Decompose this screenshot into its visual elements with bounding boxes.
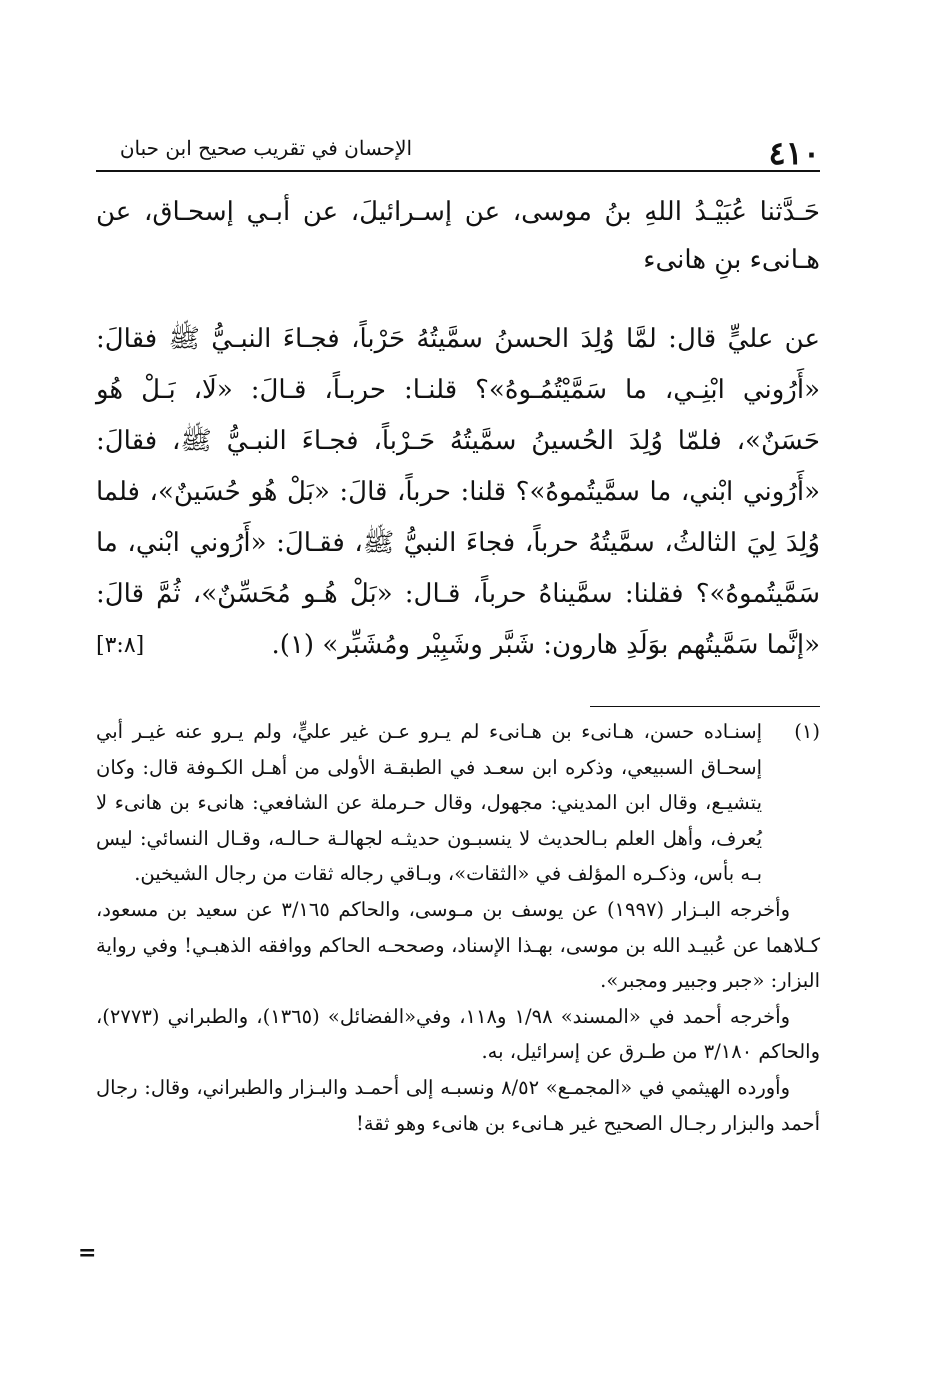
footnote-paragraph	[96, 714, 820, 892]
footnote-text: إسنـاده حسن، هـانىء بن هـانىء لم يـرو عـن غير عليٍّ، ولم يـرو عنه غيـر أبي إسحـاق السبيعي، وذكره ابن سعـد في الطبقـة الأولى من أهـل الكـوفة قال: وكان يتشيـع، وقال ابن المديني: مجهول، وقال حـرملة عن الشافعي: هانىء بن هانىء لا يُعرف، وأهل العلم بـالحديث لا ينسبـون حديثـه لجهالـة حـالـه، وقـال النسائي: ليس بـه بأس، وذكـره المؤلف في «الثقات»، وبـاقي رجاله ثقات من رجال الشيخين.	[96, 720, 762, 886]
hadith-reference: [٣:٨]	[96, 633, 145, 658]
main-text	[96, 188, 820, 671]
hadith-body: عن عليٍّ قال: لمَّا وُلِدَ الحسنُ سمَّيتُهُ حَرْباً، فجـاءَ النبـيُّ ﷺ فقالَ: «أَرُوني ابْنِـي، ما سَمَّيْتُمُـوهُ»؟ قلنـا: حربـاً، قـالَ: «لَا، بَـلْ هُو حَسَنٌ»، فلمّا وُلِدَ الحُسينُ سمَّيتُهُ حَـرْباً، فجـاءَ النبـيُّ ﷺ، فقالَ: «أَرُوني ابْني، ما سمَّيتُموهُ»؟ قلنا: حرباً، قالَ: «بَلْ هُو حُسَينٌ»، فلما وُلِدَ لِيَ الثالثُ، سمَّيتُهُ حرباً، فجاءَ النبيُّ ﷺ، فقـالَ: «أَرُوني ابْني، ما سَمَّيتُموهُ»؟ فقلنا: سمَّيناهُ حرباً، قـال: «بَلْ هُـو مُحَسِّنٌ»، ثُمَّ قالَ: «إنَّما سَمَّيتُهم بوَلَدِ هارون: شَبَّر وشَبِيْر ومُشَبِّر» (١).	[96, 324, 820, 660]
continuation-mark: =	[78, 1240, 97, 1266]
footnote-paragraph: وأخرجه أحمد في «المسند» ١/٩٨ و١١٨، وفي«الفضائل» (١٣٦٥)، والطبراني (٢٧٧٣)، والحاكم ٣/١٨٠ من طـرق عن إسرائيل، به.	[96, 1004, 820, 1064]
page-number: ٤١٠	[768, 134, 820, 172]
isnad-chain: حَـدَّثنا عُبَيْـدُ اللهِ بنُ موسى، عن إسـرائيلَ، عن أبـي إسحـاق، عن هـانىء بنِ هانىء	[96, 197, 820, 275]
footnotes	[96, 714, 820, 1141]
footnote-paragraph: وأخرجه البـزار (١٩٩٧) عن يوسف بن مـوسى، والحاكم ٣/١٦٥ عن سعيد بن مسعود، كـلاهما عن عُبيـد الله بن موسى، بهـذا الإسناد، وصححـه الحاكم ووافقه الذهبـي! وفي رواية البزار: «جبر وجبير ومجبر».	[96, 897, 820, 993]
footnote-number: (١)	[794, 720, 820, 743]
page-header	[96, 128, 820, 172]
running-title: الإحسان في تقريب صحيح ابن حبان	[119, 136, 413, 160]
footnote-paragraph: وأورده الهيثمي في «المجمـع» ٨/٥٢ ونسبـه إلى أحمـد والبـزار والطبراني، وقال: رجال أحمد والبزار رجـال الصحيح غير هـانىء بن هانىء وهو ثقة!	[96, 1075, 820, 1135]
hadith-text	[96, 314, 820, 671]
footnote-separator	[590, 706, 820, 707]
